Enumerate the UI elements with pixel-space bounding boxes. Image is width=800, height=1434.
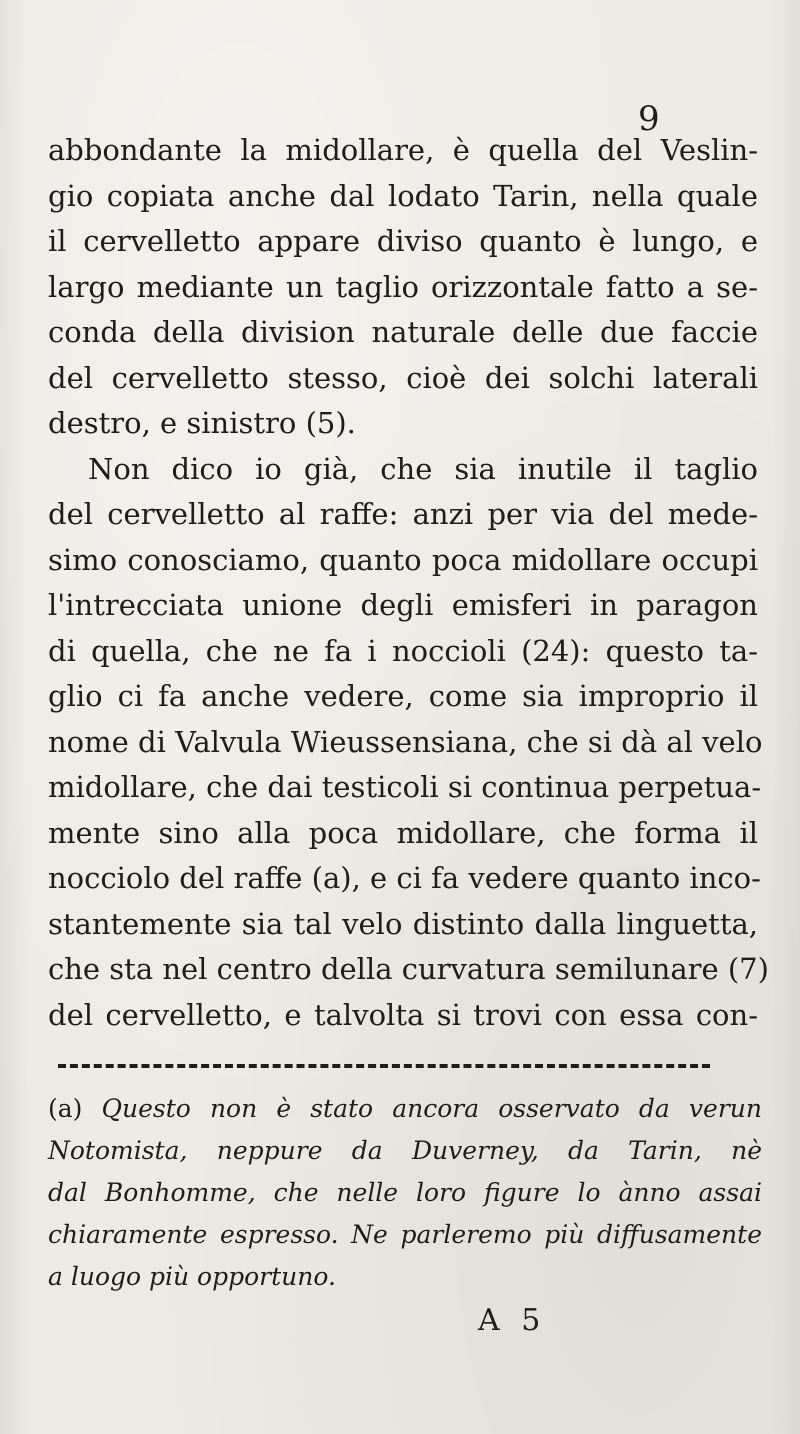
footnote-divider: [58, 1064, 710, 1068]
text-line: largo mediante un taglio orizzontale fatto a se-: [48, 269, 758, 304]
text-line: il cervelletto appare diviso quanto è lungo, e: [48, 224, 758, 258]
text-line: midollare, che dai testicoli si continua perpetua-: [48, 770, 762, 804]
text-line: che sta nel centro della curvatura semilunare (7): [48, 952, 769, 986]
text-line: abbondante la midollare, è quella del Veslin-: [48, 133, 758, 167]
footnote-line: [48, 1088, 762, 1130]
text-line: mente sino alla poca midollare, che forma il: [48, 815, 758, 850]
signature-mark: A 5: [478, 1303, 547, 1338]
text-line: nome di Valvula Wieussensiana, che si dà al velo: [48, 724, 763, 759]
text-line: del cervelletto, e talvolta si trovi con essa con-: [48, 997, 758, 1032]
text-line: glio ci fa anche vedere, come sia improprio il: [48, 679, 758, 713]
text-line: stantemente sia tal velo distinto dalla linguetta,: [48, 906, 758, 941]
text-line: l'intrecciata unione degli emisferi in paragon: [48, 588, 758, 622]
text-line: gio copiata anche dal lodato Tarin, nella quale: [48, 178, 758, 213]
footnote-line: a luogo più opportuno.: [48, 1262, 336, 1291]
text-line: conda della division naturale delle due faccie: [48, 315, 758, 349]
text-line: nocciolo del raffe (a), e ci fa vedere quanto inco-: [48, 861, 761, 895]
footnote-line: Notomista, neppure da Duverney, da Tarin, nè: [48, 1136, 762, 1165]
text-line: simo conosciamo, quanto poca midollare occupi: [48, 542, 758, 577]
footnote-mark: (a): [48, 1094, 83, 1123]
text-line: di quella, che ne fa i noccioli (24): questo ta-: [48, 633, 758, 668]
paragraph-start-line: Non dico io già, che sia inutile il taglio: [88, 451, 758, 486]
text-line: del cervelletto stesso, cioè dei solchi laterali: [48, 360, 758, 395]
text-line: destro, e sinistro (5).: [48, 406, 356, 440]
footnote-line: dal Bonhomme, che nelle loro figure lo ànno assai: [48, 1178, 762, 1207]
text-line: del cervelletto al raffe: anzi per via del mede-: [48, 497, 758, 531]
footnote-text: Questo non è stato ancora osservato da verun: [101, 1094, 762, 1123]
footnote-line: chiaramente espresso. Ne parleremo più diffusamente: [48, 1220, 762, 1249]
page-number: 9: [638, 99, 660, 139]
body-text: [48, 128, 769, 1038]
footnote: [48, 1088, 762, 1298]
